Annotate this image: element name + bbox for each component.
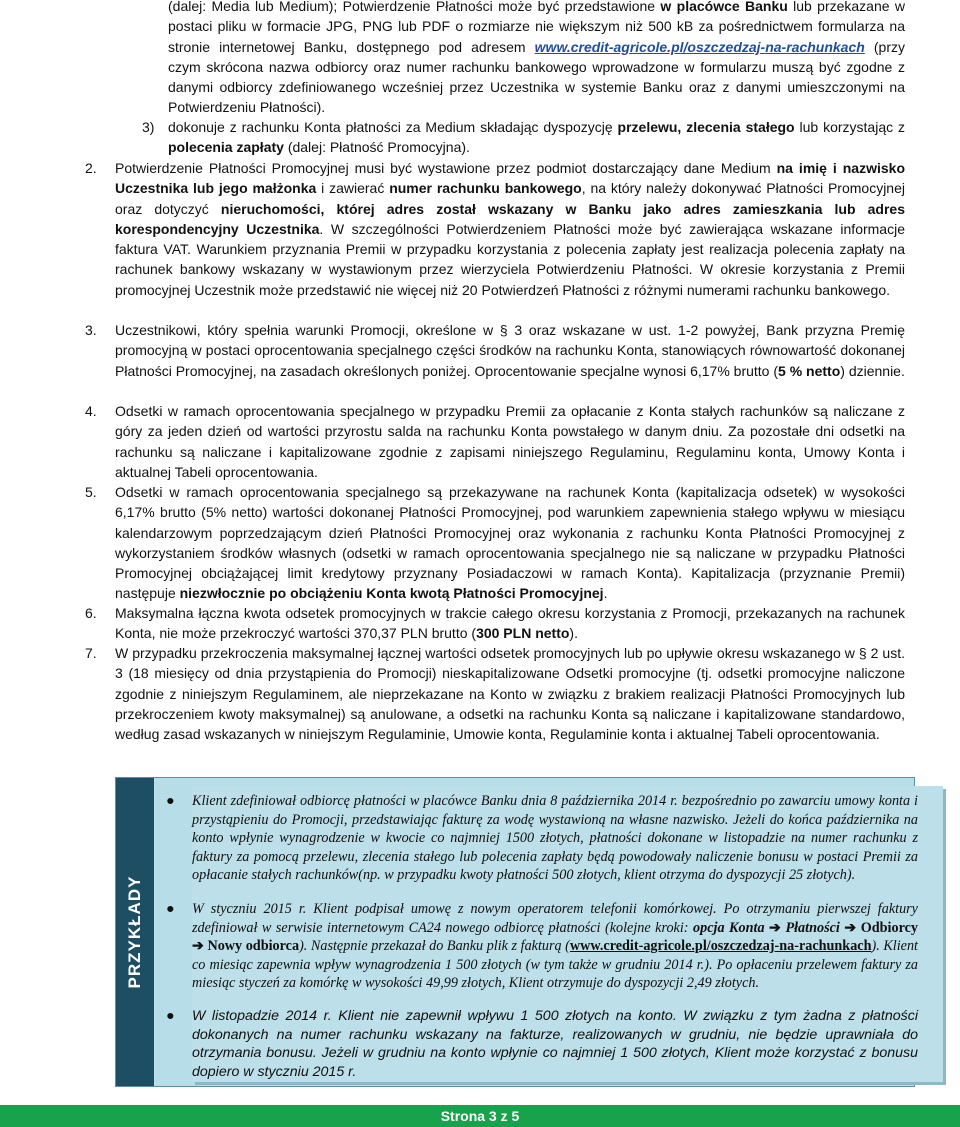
examples-body	[154, 778, 919, 1086]
paragraph-4: 4. Odsetki w ramach oprocentowania specjalnego w przypadku Premii za opłacanie z Konta stałych rachunków są naliczane z góry za jeden dzień od wartości przyrostu salda na rachunku Konta powstałego w danym dniu. Za pozostałe dni odsetki na rachunku są naliczane i kapitalizowane zgodnie z zapisami niniejszego Regulaminu, Regulaminu konta, Umowy Konta i aktualnej Tabeli oprocentowania.	[85, 403, 905, 480]
arrow-right-icon: ➔	[769, 919, 781, 936]
bullet-icon: ●	[166, 1008, 175, 1024]
examples-sidebar	[116, 778, 154, 1086]
example-item-3: ● W listopadzie 2014 r. Klient nie zapewnił wpływu 1 500 złotych na konto. W związku z tym żadna z płatności dokonanych na numer rachunku wskazany na fakturze, realizowanych w grudniu, nie będzie uprawniała do otrzymania bonusu. Jeżeli w grudniu na konto wpłynie co najmniej 1 500 złotych, Klient może korzystać z bonusu dopiero w styczniu 2015 r.	[166, 1008, 918, 1080]
paragraph-7: 7. W przypadku przekroczenia maksymalnej łącznej wartości odsetek promocyjnych lub po upływie okresu wskazanego w § 2 ust. 3 (18 miesięcy od dnia przystąpienia do Promocji) nieskapitalizowane Odsetki promocyjne (tj. odsetki promocyjne naliczone zgodnie z niniejszym Regulaminem, ale nieprzekazane na Konto w związku z brakiem realizacji Płatności Promocyjnych lub przekroczeniem kwoty maksymalnej) są anulowane, a odsetki na rachunku Konta są naliczane i kapitalizowane standardowo, według zasad wskazanych w niniejszym Regulaminie, Umowie konta, Regulaminie konta i aktualnej Tabeli oprocentowania.	[85, 645, 905, 743]
examples-label: PRZYKŁADY	[125, 875, 144, 989]
paragraph-3: 3. Uczestnikowi, który spełnia warunki Promocji, określone w § 3 oraz wskazane w ust. 1-2 powyżej, Bank przyzna Premię promocyjną w postaci oprocentowania specjalnego części środków na rachunku Konta, stanowiących równowartość dokonanej Płatności Promocyjnej, na zasadach określonych poniżej. Oprocentowanie specjalne wynosi 6,17% brutto (5 % netto) dziennie.	[85, 322, 905, 379]
paragraph-number: 3.	[85, 322, 97, 338]
paragraph-number: 5.	[85, 484, 97, 500]
examples-inner-panel	[166, 786, 943, 1082]
paragraph-number: 6.	[85, 605, 97, 621]
example-item-2: ● W styczniu 2015 r. Klient podpisał umowę z nowym operatorem telefonii komórkowej. Po otrzymaniu pierwszej faktury zdefiniował w serwisie internetowym CA24 nowego odbiorcę płatności (kolejne kroki: opcja Konta ➔ Płatności ➔ Odbiorcy ➔ Nowy odbiorca). Następnie przekazał do Banku plik z fakturą (www.credit-agricole.pl/oszczedzaj-na-rachunkach). Klient co miesiąc zapewnia wpływ wynagrodzenia 1 500 złotych (w tym także w grudniu 2014 r.). Po opłaceniu przelewem faktury za miesiąc styczeń za komórkę w wysokości 49,99 złotych, Klient otrzymuje do dyspozycji 2,49 złotych.	[166, 901, 919, 992]
examples-box	[115, 777, 919, 1087]
arrow-right-icon: ➔	[192, 938, 204, 955]
paragraph-number: 2.	[85, 160, 97, 176]
page-footer	[0, 1105, 960, 1127]
arrow-right-icon: ➔	[844, 919, 857, 936]
subitem-number: 3)	[142, 119, 155, 135]
bullet-icon: ●	[166, 901, 175, 917]
invoice-upload-link[interactable]: www.credit-agricole.pl/oszczedzaj-na-rachunkach	[569, 938, 872, 955]
paragraph-2: 2. Potwierdzenie Płatności Promocyjnej musi być wystawione przez podmiot dostarczający dane Medium na imię i nazwisko Uczestnika lub jego małżonka i zawierać numer rachunku bankowego, na który należy dokonywać Płatności Promocyjnej oraz dotyczyć nieruchomości, której adres został wskazany w Banku jako adres zamieszkania lub adres korespondencyjny Uczestnika. W szczególności Potwierdzeniem Płatności może być zawierająca wskazane informacje faktura VAT. Warunkiem przyznania Premii w przypadku korzystania z polecenia zapłaty jest realizacja polecenia zapłaty na rachunek bankowy wskazany w wystawionym przez wierzyciela Potwierdzeniu Płatności. W okresie korzystania z Premii promocyjnej Uczestnik może przedstawić nie więcej niż 20 Potwierdzeń Płatności z różnymi numerami rachunku bankowego.	[85, 160, 905, 298]
example-item-1: ● Klient zdefiniował odbiorcę płatności w placówce Banku dnia 8 października 2014 r. bezpośrednio po zawarciu umowy konta i przystąpieniu do Promocji, przedstawiając fakturę za wodę wystawioną na własne nazwisko. Jeżeli do końca października na konto wpłynie wynagrodzenie w kwocie co najmniej 1500 złotych, płatności dokonane w listopadzie na numer rachunku z faktury za pomocą przelewu, zlecenia stałego lub polecenia zapłaty będą powodowały naliczenie bonusu w postaci Premii za opłacanie stałych rachunków(np. w przypadku kwoty płatności 500 złotych, klient otrzyma do dyspozycji 25 złotych).	[166, 793, 918, 884]
subitem-3: 3) dokonuje z rachunku Konta płatności za Medium składając dyspozycję przelewu, zlecenia stałego lub korzystając z polecenia zapłaty (dalej: Płatność Promocyjna).	[142, 119, 906, 156]
bullet-icon: ●	[166, 793, 175, 809]
paragraph-6: 6. Maksymalna łączna kwota odsetek promocyjnych w trakcie całego okresu korzystania z Promocji, przekazanych na rachunek Konta, nie może przekroczyć wartości 370,37 PLN brutto (300 PLN netto).	[85, 605, 905, 642]
intro-paragraph: (dalej: Media lub Medium); Potwierdzenie Płatności może być przedstawione w placówce Banku lub przekazane w postaci pliku w formacie JPG, PNG lub PDF o rozmiarze nie większym niż 500 kB za pośrednictwem formularza na stronie internetowej Banku, dostępnego pod adresem www.credit-agricole.pl/oszczedzaj-na-rachunkach (przy czym skrócona nazwa odbiorcy oraz numer rachunku bankowego wprowadzone w formularzu muszą być zgodne z danymi odbiorcy zdefiniowanego wcześniej przez Uczestnika w systemie Banku oraz z danymi umieszczonymi na Potwierdzeniu Płatności).	[168, 0, 905, 116]
paragraph-number: 4.	[85, 403, 97, 419]
paragraph-number: 7.	[85, 645, 97, 661]
paragraph-5: 5. Odsetki w ramach oprocentowania specjalnego są przekazywane na rachunek Konta (kapitalizacja odsetek) w wysokości 6,17% brutto (5% netto) wartości dokonanej Płatności Promocyjnej, pod warunkiem zapewnienia stałego wpływu w miesiącu kalendarzowym poprzedzającym dzień Płatności Promocyjnej oraz wykonania z rachunku Konta Płatności Promocyjnej z wykorzystaniem środków własnych (odsetki w ramach oprocentowania specjalnego nie są naliczane w przypadku Płatności Promocyjnej obciążającej limit kredytowy przyznany Posiadaczowi w ramach Konta). Kapitalizacja (przyznanie Premii) następuje niezwłocznie po obciążeniu Konta kwotą Płatności Promocyjnej.	[85, 484, 905, 602]
intro-bold: w placówce Banku	[660, 0, 788, 14]
regulation-link[interactable]: www.credit-agricole.pl/oszczedzaj-na-rachunkach	[534, 38, 865, 55]
page-number: Strona 3 z 5	[440, 1108, 520, 1124]
